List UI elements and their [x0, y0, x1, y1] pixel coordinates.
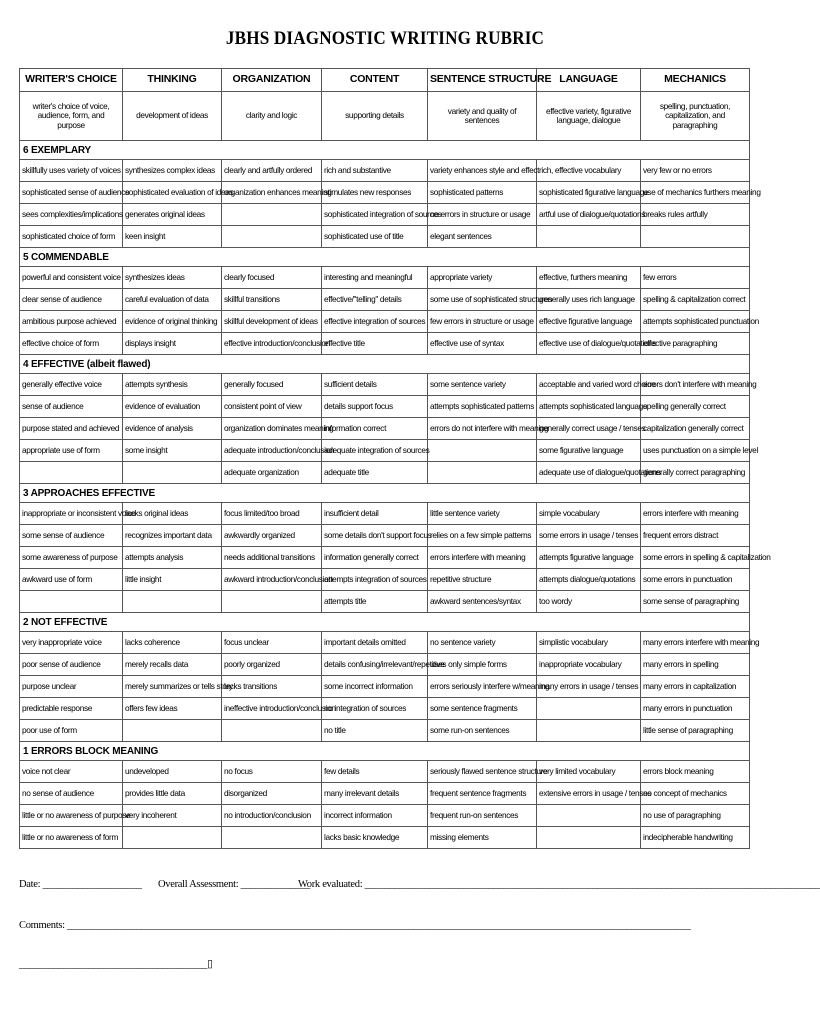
table-cell	[428, 462, 537, 484]
table-cell: elegant sentences	[428, 226, 537, 248]
table-cell: little or no awareness of form	[20, 827, 123, 849]
table-cell: many errors in capitalization	[641, 676, 750, 698]
level-header-row	[20, 355, 750, 374]
table-cell	[123, 720, 222, 742]
table-cell: poor use of form	[20, 720, 123, 742]
table-cell: ineffective introduction/conclusion	[222, 698, 322, 720]
table-cell: generally correct usage / tenses	[537, 418, 641, 440]
table-cell: some run-on sentences	[428, 720, 537, 742]
table-cell: effective use of syntax	[428, 333, 537, 355]
table-row	[20, 311, 750, 333]
table-cell: generally uses rich language	[537, 289, 641, 311]
table-cell: sense of audience	[20, 396, 123, 418]
column-header: LANGUAGE	[537, 69, 641, 92]
table-row	[20, 396, 750, 418]
table-cell: adequate integration of sources	[322, 440, 428, 462]
table-cell: clearly and artfully ordered	[222, 160, 322, 182]
table-row	[20, 525, 750, 547]
table-cell	[222, 591, 322, 613]
table-row	[20, 267, 750, 289]
table-cell: information generally correct	[322, 547, 428, 569]
date-field[interactable]: Date: ____________________	[19, 879, 142, 890]
table-cell: appropriate use of form	[20, 440, 123, 462]
table-cell: very few or no errors	[641, 160, 750, 182]
table-cell: very limited vocabulary	[537, 761, 641, 783]
level-label: 4 EFFECTIVE (albeit flawed)	[20, 355, 750, 374]
overall-assessment-field[interactable]: Overall Assessment: ______________	[158, 879, 310, 890]
table-cell: extensive errors in usage / tenses	[537, 783, 641, 805]
level-label: 1 ERRORS BLOCK MEANING	[20, 742, 750, 761]
table-row	[20, 720, 750, 742]
table-cell: focus unclear	[222, 632, 322, 654]
table-cell: effective introduction/conclusion	[222, 333, 322, 355]
table-cell: effective, furthers meaning	[537, 267, 641, 289]
table-cell: stimulates new responses	[322, 182, 428, 204]
table-cell: no introduction/conclusion	[222, 805, 322, 827]
table-cell: no errors in structure or usage	[428, 204, 537, 226]
table-cell	[123, 591, 222, 613]
column-header: SENTENCE STRUCTURE	[428, 69, 537, 92]
table-row	[20, 462, 750, 484]
table-cell: indecipherable handwriting	[641, 827, 750, 849]
table-cell: no concept of mechanics	[641, 783, 750, 805]
table-cell: merely recalls data	[123, 654, 222, 676]
table-row	[20, 632, 750, 654]
column-description: effective variety, figurative language, dialogue	[537, 92, 641, 141]
table-cell: no focus	[222, 761, 322, 783]
table-cell: some insight	[123, 440, 222, 462]
table-cell: sophisticated integration of sources	[322, 204, 428, 226]
table-cell: adequate title	[322, 462, 428, 484]
table-cell: generally correct paragraphing	[641, 462, 750, 484]
table-cell: evidence of analysis	[123, 418, 222, 440]
header-row	[20, 69, 750, 92]
table-cell: awkward sentences/syntax	[428, 591, 537, 613]
table-cell: important details omitted	[322, 632, 428, 654]
table-cell: sophisticated patterns	[428, 182, 537, 204]
table-cell: generally effective voice	[20, 374, 123, 396]
table-cell: seriously flawed sentence structure	[428, 761, 537, 783]
table-cell: attempts title	[322, 591, 428, 613]
table-row	[20, 160, 750, 182]
table-cell: attempts sophisticated language	[537, 396, 641, 418]
table-row	[20, 827, 750, 849]
table-cell: lacks coherence	[123, 632, 222, 654]
table-cell: undeveloped	[123, 761, 222, 783]
column-header: THINKING	[123, 69, 222, 92]
table-cell: focus limited/too broad	[222, 503, 322, 525]
page-title: JBHS DIAGNOSTIC WRITING RUBRIC	[225, 28, 545, 49]
table-cell: clear sense of audience	[20, 289, 123, 311]
level-label: 5 COMMENDABLE	[20, 248, 750, 267]
table-cell: disorganized	[222, 783, 322, 805]
table-cell: sophisticated use of title	[322, 226, 428, 248]
table-cell: some errors in punctuation	[641, 569, 750, 591]
table-cell: attempts dialogue/quotations	[537, 569, 641, 591]
table-row	[20, 676, 750, 698]
table-cell: adequate introduction/conclusion	[222, 440, 322, 462]
table-cell: organization enhances meaning	[222, 182, 322, 204]
table-cell: frequent errors distract	[641, 525, 750, 547]
table-row	[20, 226, 750, 248]
table-cell: few errors in structure or usage	[428, 311, 537, 333]
table-cell	[222, 827, 322, 849]
table-cell: consistent point of view	[222, 396, 322, 418]
table-cell: some awareness of purpose	[20, 547, 123, 569]
level-label: 3 APPROACHES EFFECTIVE	[20, 484, 750, 503]
table-cell: details confusing/irrelevant/repetitive	[322, 654, 428, 676]
table-cell	[123, 827, 222, 849]
level-header-row	[20, 613, 750, 632]
table-cell	[20, 591, 123, 613]
table-cell: displays insight	[123, 333, 222, 355]
table-cell: many irrelevant details	[322, 783, 428, 805]
table-cell: clearly focused	[222, 267, 322, 289]
table-cell: skillful development of ideas	[222, 311, 322, 333]
column-description: supporting details	[322, 92, 428, 141]
comments-continuation-line[interactable]	[19, 958, 213, 970]
table-row	[20, 440, 750, 462]
table-row	[20, 289, 750, 311]
table-cell: simplistic vocabulary	[537, 632, 641, 654]
table-row	[20, 569, 750, 591]
column-header: CONTENT	[322, 69, 428, 92]
table-cell: no title	[322, 720, 428, 742]
table-cell: attempts analysis	[123, 547, 222, 569]
table-cell: no integration of sources	[322, 698, 428, 720]
table-cell: organization dominates meaning	[222, 418, 322, 440]
level-header-row	[20, 141, 750, 160]
table-cell: some errors in spelling & capitalization	[641, 547, 750, 569]
level-header-row	[20, 742, 750, 761]
table-cell: relies on a few simple patterns	[428, 525, 537, 547]
table-cell: some sense of audience	[20, 525, 123, 547]
table-cell: many errors interfere with meaning	[641, 632, 750, 654]
table-cell: lacks transitions	[222, 676, 322, 698]
table-cell: provides little data	[123, 783, 222, 805]
table-cell: some errors in usage / tenses	[537, 525, 641, 547]
table-cell: attempts figurative language	[537, 547, 641, 569]
table-cell: few errors	[641, 267, 750, 289]
table-cell: effective integration of sources	[322, 311, 428, 333]
table-cell: generally focused	[222, 374, 322, 396]
column-description: variety and quality of sentences	[428, 92, 537, 141]
table-cell: artful use of dialogue/quotations	[537, 204, 641, 226]
table-row	[20, 547, 750, 569]
table-cell: little insight	[123, 569, 222, 591]
table-cell: ambitious purpose achieved	[20, 311, 123, 333]
table-cell: some incorrect information	[322, 676, 428, 698]
table-cell: repetitive structure	[428, 569, 537, 591]
level-label: 6 EXEMPLARY	[20, 141, 750, 160]
table-cell: too wordy	[537, 591, 641, 613]
level-label: 2 NOT EFFECTIVE	[20, 613, 750, 632]
table-cell: variety enhances style and effect	[428, 160, 537, 182]
table-cell: lacks original ideas	[123, 503, 222, 525]
table-cell: little or no awareness of purpose	[20, 805, 123, 827]
table-cell: use of mechanics furthers meaning	[641, 182, 750, 204]
table-cell: missing elements	[428, 827, 537, 849]
table-cell: attempts sophisticated punctuation	[641, 311, 750, 333]
rubric-table	[19, 68, 771, 849]
table-cell: generates original ideas	[123, 204, 222, 226]
table-cell: lacks basic knowledge	[322, 827, 428, 849]
table-cell: attempts integration of sources	[322, 569, 428, 591]
table-row	[20, 503, 750, 525]
table-cell	[537, 827, 641, 849]
table-cell: little sentence variety	[428, 503, 537, 525]
table-cell: needs additional transitions	[222, 547, 322, 569]
column-description: spelling, punctuation, capitalization, and paragraphing	[641, 92, 750, 141]
table-row	[20, 591, 750, 613]
table-row	[20, 761, 750, 783]
table-cell: some sense of paragraphing	[641, 591, 750, 613]
table-cell: attempts sophisticated patterns	[428, 396, 537, 418]
table-cell: simple vocabulary	[537, 503, 641, 525]
table-cell: some figurative language	[537, 440, 641, 462]
table-cell: very inappropriate voice	[20, 632, 123, 654]
table-cell: spelling & capitalization correct	[641, 289, 750, 311]
table-cell	[537, 226, 641, 248]
table-cell: synthesizes complex ideas	[123, 160, 222, 182]
table-cell	[537, 805, 641, 827]
table-cell: errors interfere with meaning	[428, 547, 537, 569]
table-cell: very incoherent	[123, 805, 222, 827]
table-cell: rich, effective vocabulary	[537, 160, 641, 182]
table-cell: incorrect information	[322, 805, 428, 827]
table-row	[20, 783, 750, 805]
table-cell: appropriate variety	[428, 267, 537, 289]
table-cell: errors don't interfere with meaning	[641, 374, 750, 396]
table-cell: adequate use of dialogue/quotations	[537, 462, 641, 484]
table-cell: interesting and meaningful	[322, 267, 428, 289]
table-cell	[123, 462, 222, 484]
table-cell: merely summarizes or tells story	[123, 676, 222, 698]
table-cell: errors interfere with meaning	[641, 503, 750, 525]
table-cell: some sentence fragments	[428, 698, 537, 720]
table-cell: few details	[322, 761, 428, 783]
table-cell: awkwardly organized	[222, 525, 322, 547]
table-cell	[641, 226, 750, 248]
column-header: MECHANICS	[641, 69, 750, 92]
comments-line: ______________________________________	[19, 959, 208, 970]
table-cell: uses punctuation on a simple level	[641, 440, 750, 462]
table-cell: offers few ideas	[123, 698, 222, 720]
table-cell: sophisticated sense of audience	[20, 182, 123, 204]
table-cell: purpose stated and achieved	[20, 418, 123, 440]
table-cell: skillfully uses variety of voices	[20, 160, 123, 182]
table-row	[20, 374, 750, 396]
table-cell: sees complexities/implications	[20, 204, 123, 226]
table-cell: some details don't support focus	[322, 525, 428, 547]
table-cell: skillful transitions	[222, 289, 322, 311]
column-description: clarity and logic	[222, 92, 322, 141]
table-row	[20, 182, 750, 204]
table-cell: awkward introduction/conclusion	[222, 569, 322, 591]
table-cell: no use of paragraphing	[641, 805, 750, 827]
table-cell: some sentence variety	[428, 374, 537, 396]
table-cell: attempts synthesis	[123, 374, 222, 396]
table-cell	[537, 698, 641, 720]
table-cell: details support focus	[322, 396, 428, 418]
table-cell: many errors in usage / tenses	[537, 676, 641, 698]
table-cell: little sense of paragraphing	[641, 720, 750, 742]
table-cell: inappropriate vocabulary	[537, 654, 641, 676]
table-cell: recognizes important data	[123, 525, 222, 547]
column-header: WRITER'S CHOICE	[20, 69, 123, 92]
table-cell: sufficient details	[322, 374, 428, 396]
table-cell: breaks rules artfully	[641, 204, 750, 226]
table-cell: sophisticated figurative language	[537, 182, 641, 204]
table-cell: effective choice of form	[20, 333, 123, 355]
table-row	[20, 654, 750, 676]
table-cell: some use of sophisticated structures	[428, 289, 537, 311]
table-cell: errors do not interfere with meaning	[428, 418, 537, 440]
table-cell: awkward use of form	[20, 569, 123, 591]
table-cell: spelling generally correct	[641, 396, 750, 418]
table-cell: sophisticated evaluation of ideas	[123, 182, 222, 204]
level-header-row	[20, 484, 750, 503]
table-cell: many errors in punctuation	[641, 698, 750, 720]
work-evaluated-field[interactable]: Work evaluated: ____________________________________________________________________________________________	[298, 879, 820, 890]
table-cell: errors seriously interfere w/meaning	[428, 676, 537, 698]
table-cell: inappropriate or inconsistent voice	[20, 503, 123, 525]
table-cell: no sentence variety	[428, 632, 537, 654]
table-cell: sophisticated choice of form	[20, 226, 123, 248]
table-cell	[222, 226, 322, 248]
table-cell: powerful and consistent voice	[20, 267, 123, 289]
level-header-row	[20, 248, 750, 267]
description-row	[20, 92, 750, 141]
table-cell: purpose unclear	[20, 676, 123, 698]
table-cell: adequate organization	[222, 462, 322, 484]
box-glyph-icon: ▯	[207, 959, 213, 970]
table-cell: effective title	[322, 333, 428, 355]
column-description: writer's choice of voice, audience, form, and purpose	[20, 92, 123, 141]
table-cell: evidence of evaluation	[123, 396, 222, 418]
table-row	[20, 698, 750, 720]
table-cell	[428, 440, 537, 462]
table-row	[20, 418, 750, 440]
table-cell: predictable response	[20, 698, 123, 720]
table-cell: capitalization generally correct	[641, 418, 750, 440]
table-cell: effective/"telling" details	[322, 289, 428, 311]
table-cell: voice not clear	[20, 761, 123, 783]
table-row	[20, 333, 750, 355]
table-cell: effective use of dialogue/quotations	[537, 333, 641, 355]
table-cell: uses only simple forms	[428, 654, 537, 676]
table-cell: rich and substantive	[322, 160, 428, 182]
table-row	[20, 805, 750, 827]
table-cell: poor sense of audience	[20, 654, 123, 676]
table-cell: errors block meaning	[641, 761, 750, 783]
table-cell: evidence of original thinking	[123, 311, 222, 333]
table-cell	[537, 720, 641, 742]
table-cell: careful evaluation of data	[123, 289, 222, 311]
column-header: ORGANIZATION	[222, 69, 322, 92]
table-cell: synthesizes ideas	[123, 267, 222, 289]
table-cell: frequent run-on sentences	[428, 805, 537, 827]
table-cell: frequent sentence fragments	[428, 783, 537, 805]
table-cell: no sense of audience	[20, 783, 123, 805]
table-cell	[222, 204, 322, 226]
comments-field[interactable]: Comments: ______________________________________________________________________________________________________________________________	[19, 920, 691, 931]
column-description: development of ideas	[123, 92, 222, 141]
table-cell	[20, 462, 123, 484]
table-cell: keen insight	[123, 226, 222, 248]
table-cell: acceptable and varied word choice	[537, 374, 641, 396]
table-cell	[222, 720, 322, 742]
table-cell: effective paragraphing	[641, 333, 750, 355]
table-cell: information correct	[322, 418, 428, 440]
table-cell: insufficient detail	[322, 503, 428, 525]
table-cell: many errors in spelling	[641, 654, 750, 676]
table-cell: effective figurative language	[537, 311, 641, 333]
table-row	[20, 204, 750, 226]
table-cell: poorly organized	[222, 654, 322, 676]
